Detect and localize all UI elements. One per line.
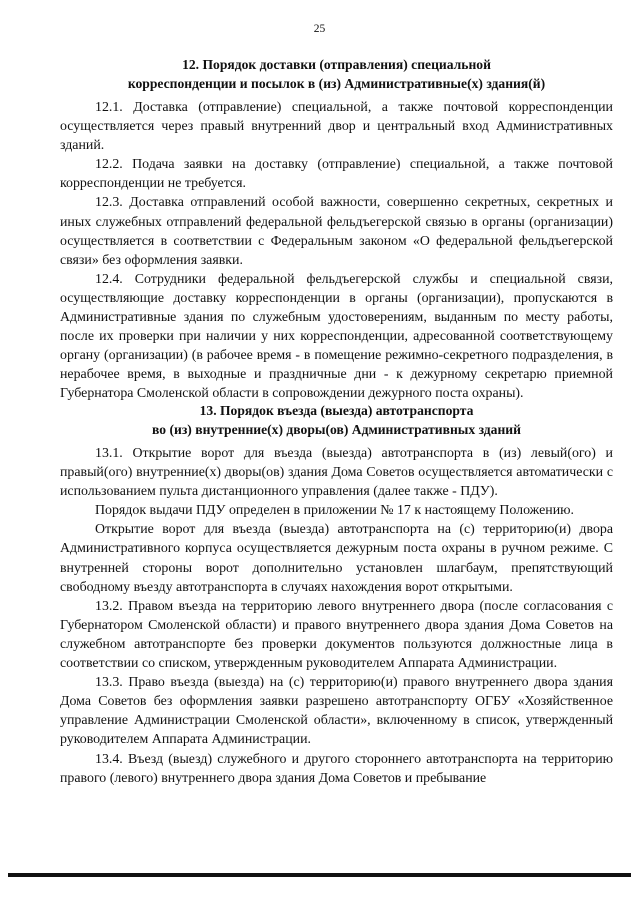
section-13-heading-line-2: во (из) внутренние(х) дворы(ов) Административных зданий (152, 421, 521, 437)
paragraph-13-1-pdu-order: Порядок выдачи ПДУ определен в приложении № 17 к настоящему Положению. (95, 503, 574, 519)
bottom-scan-border (8, 873, 631, 877)
section-12-heading-line-1: 12. Порядок доставки (отправления) специальной (182, 57, 491, 72)
section-13-heading-line-1: 13. Порядок въезда (выезда) автотранспорта (199, 403, 474, 418)
section-12-heading-line-2: корреспонденции и посылок в (из) Административные(х) здания(й) (127, 75, 546, 91)
section-12-body (60, 98, 613, 404)
paragraph-13-4: 13.4. Въезд (выезд) служебного и другого стороннего автотранспорта на территорию правого (левого) внутреннего двора здания Дома Советов и пребывание (60, 751, 613, 786)
paragraph-13-1-gates: Открытие ворот для въезда (выезда) автотранспорта на (с) территорию(и) двора Административного корпуса осуществляется дежурным поста охраны в ручном режиме. С внутренней стороны ворот дополнительно установлен шлагбаум, препятствующий свободному въезду автотранспорта в случаях нахождения ворот открытыми. (60, 522, 613, 595)
page-number: 25 (313, 23, 326, 35)
section-13-heading (60, 402, 613, 439)
paragraph-12-4: 12.4. Сотрудники федеральной фельдъегерской службы и специальной связи, осуществляющие доставку корреспонденции в органы (организации), пропускаются в Административные здания по служебным удостоверениям, выданным по месту работы, после их проверки при наличии у них корреспонденции, адресованной соответствующему органу (организации) (в рабочее время - в помещение режимно-секретного подразделения, в нерабочее время, в выходные и праздничные дни - к дежурному секретарю приемной Губернатора Смоленской области в сопровождении дежурного поста охраны). (60, 271, 613, 402)
paragraph-13-1: 13.1. Открытие ворот для въезда (выезда) автотранспорта в (из) левый(ого) и правый(ого) внутренние(х) дворы(ов) здания Дома Советов осуществляется автоматически с использованием пульта дистанционного управления (далее также - ПДУ). (60, 446, 613, 500)
paragraph-12-2: 12.2. Подача заявки на доставку (отправление) специальной, а также почтовой корреспонденции не требуется. (60, 157, 613, 192)
paragraph-12-1: 12.1. Доставка (отправление) специальной, а также почтовой корреспонденции осуществляется через правый внутренний двор и центральный вход Административных зданий. (60, 100, 613, 154)
section-12-heading (60, 56, 613, 93)
paragraph-13-2: 13.2. Правом въезда на территорию левого внутреннего двора (после согласования с Губернатором Смоленской области) и правого внутреннего двора здания Дома Советов на служебном автотранспорте без проверки документов пользуются должностные лица в соответствии со списком, утвержденным руководителем Аппарата Администрации. (60, 598, 613, 672)
paragraph-13-3: 13.3. Право въезда (выезда) на (с) территорию(и) правого внутреннего двора здания Дома Советов без оформления заявки разрешено автотранспорту ОГБУ «Хозяйственное управление Администрации Смоленской области», включенному в список, утвержденный руководителем Аппарата Администрации. (60, 675, 613, 748)
paragraph-12-3: 12.3. Доставка отправлений особой важности, совершенно секретных, секретных и иных служебных отправлений федеральной фельдъегерской связью в органы (организации) осуществляется в соответствии с Федеральным законом «О федеральной фельдъегерской связи» без оформления заявки. (60, 195, 613, 268)
section-13-body (60, 444, 613, 788)
